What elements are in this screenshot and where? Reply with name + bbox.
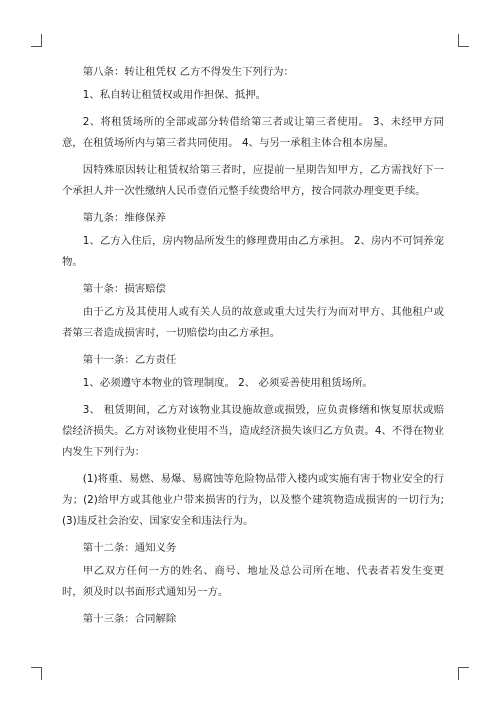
article-8-item-1: 1、私自转让租赁权或用作担保、抵押。	[82, 89, 267, 101]
article-9-heading: 第九条：维修保养	[82, 212, 166, 224]
article-13-heading: 第十三条：合同解除	[82, 613, 177, 625]
crop-mark-bottom-left	[31, 667, 42, 680]
article-11-prohibited-acts: (1)将重、易燃、易爆、易腐蚀等危险物品带入楼内或实施有害于物业安全的行为；(2)给甲方或其他业户带来损害的行为，以及整个建筑物造成损害的一切行为;(3)违反社会治安、国家安全和违法行为。	[62, 473, 444, 527]
article-8-items-2-4: 2、将租赁场所的全部或部分转借给第三者或让第三者使用。 3、未经甲方同意，在租赁场所内与第三者共同使用。 4、与另一承租主体合租本房屋。	[62, 116, 444, 149]
crop-mark-top-left	[31, 34, 42, 47]
article-10-heading: 第十条：损害赔偿	[82, 283, 166, 295]
article-11-items-3-4: 3、 租赁期间，乙方对该物业其设施故意或损毁，应负责修缮和恢复原状或赔偿经济损失。乙方对该物业使用不当，造成经济损失该归乙方负责。4、不得在物业内发生下列行为：	[62, 404, 444, 458]
article-11-items-1-2: 1、必须遵守本物业的管理制度。 2、 必须妥善使用租赁场所。	[82, 377, 373, 389]
crop-mark-bottom-right	[458, 667, 469, 680]
article-12-body: 甲乙双方任何一方的姓名、商号、地址及总公司所在地、代表者若发生变更时，须及时以书面形式通知另一方。	[62, 565, 444, 598]
crop-mark-top-right	[458, 34, 469, 47]
document-body	[62, 62, 444, 632]
article-8-heading: 第八条：转让租凭权 乙方不得发生下列行为：	[82, 66, 294, 78]
article-11-heading: 第十一条：乙方责任	[82, 354, 177, 366]
article-10-body: 由于乙方及其使用人或有关人员的故意或重大过失行为而对甲方、其他租户或者第三者造成损害时，一切赔偿均由乙方承担。	[62, 306, 444, 339]
article-9-items: 1、乙方入住后，房内物品所发生的修理费用由乙方承担。 2、房内不可饲养宠物。	[62, 235, 444, 268]
article-8-transfer-note: 因特殊原因转让租赁权给第三者时，应提前一星期告知甲方，乙方需找好下一个承担人并一次性缴纳人民币壹佰元整手续费给甲方，按合同款办理变更手续。	[62, 164, 444, 197]
article-12-heading: 第十二条：通知义务	[82, 542, 177, 554]
